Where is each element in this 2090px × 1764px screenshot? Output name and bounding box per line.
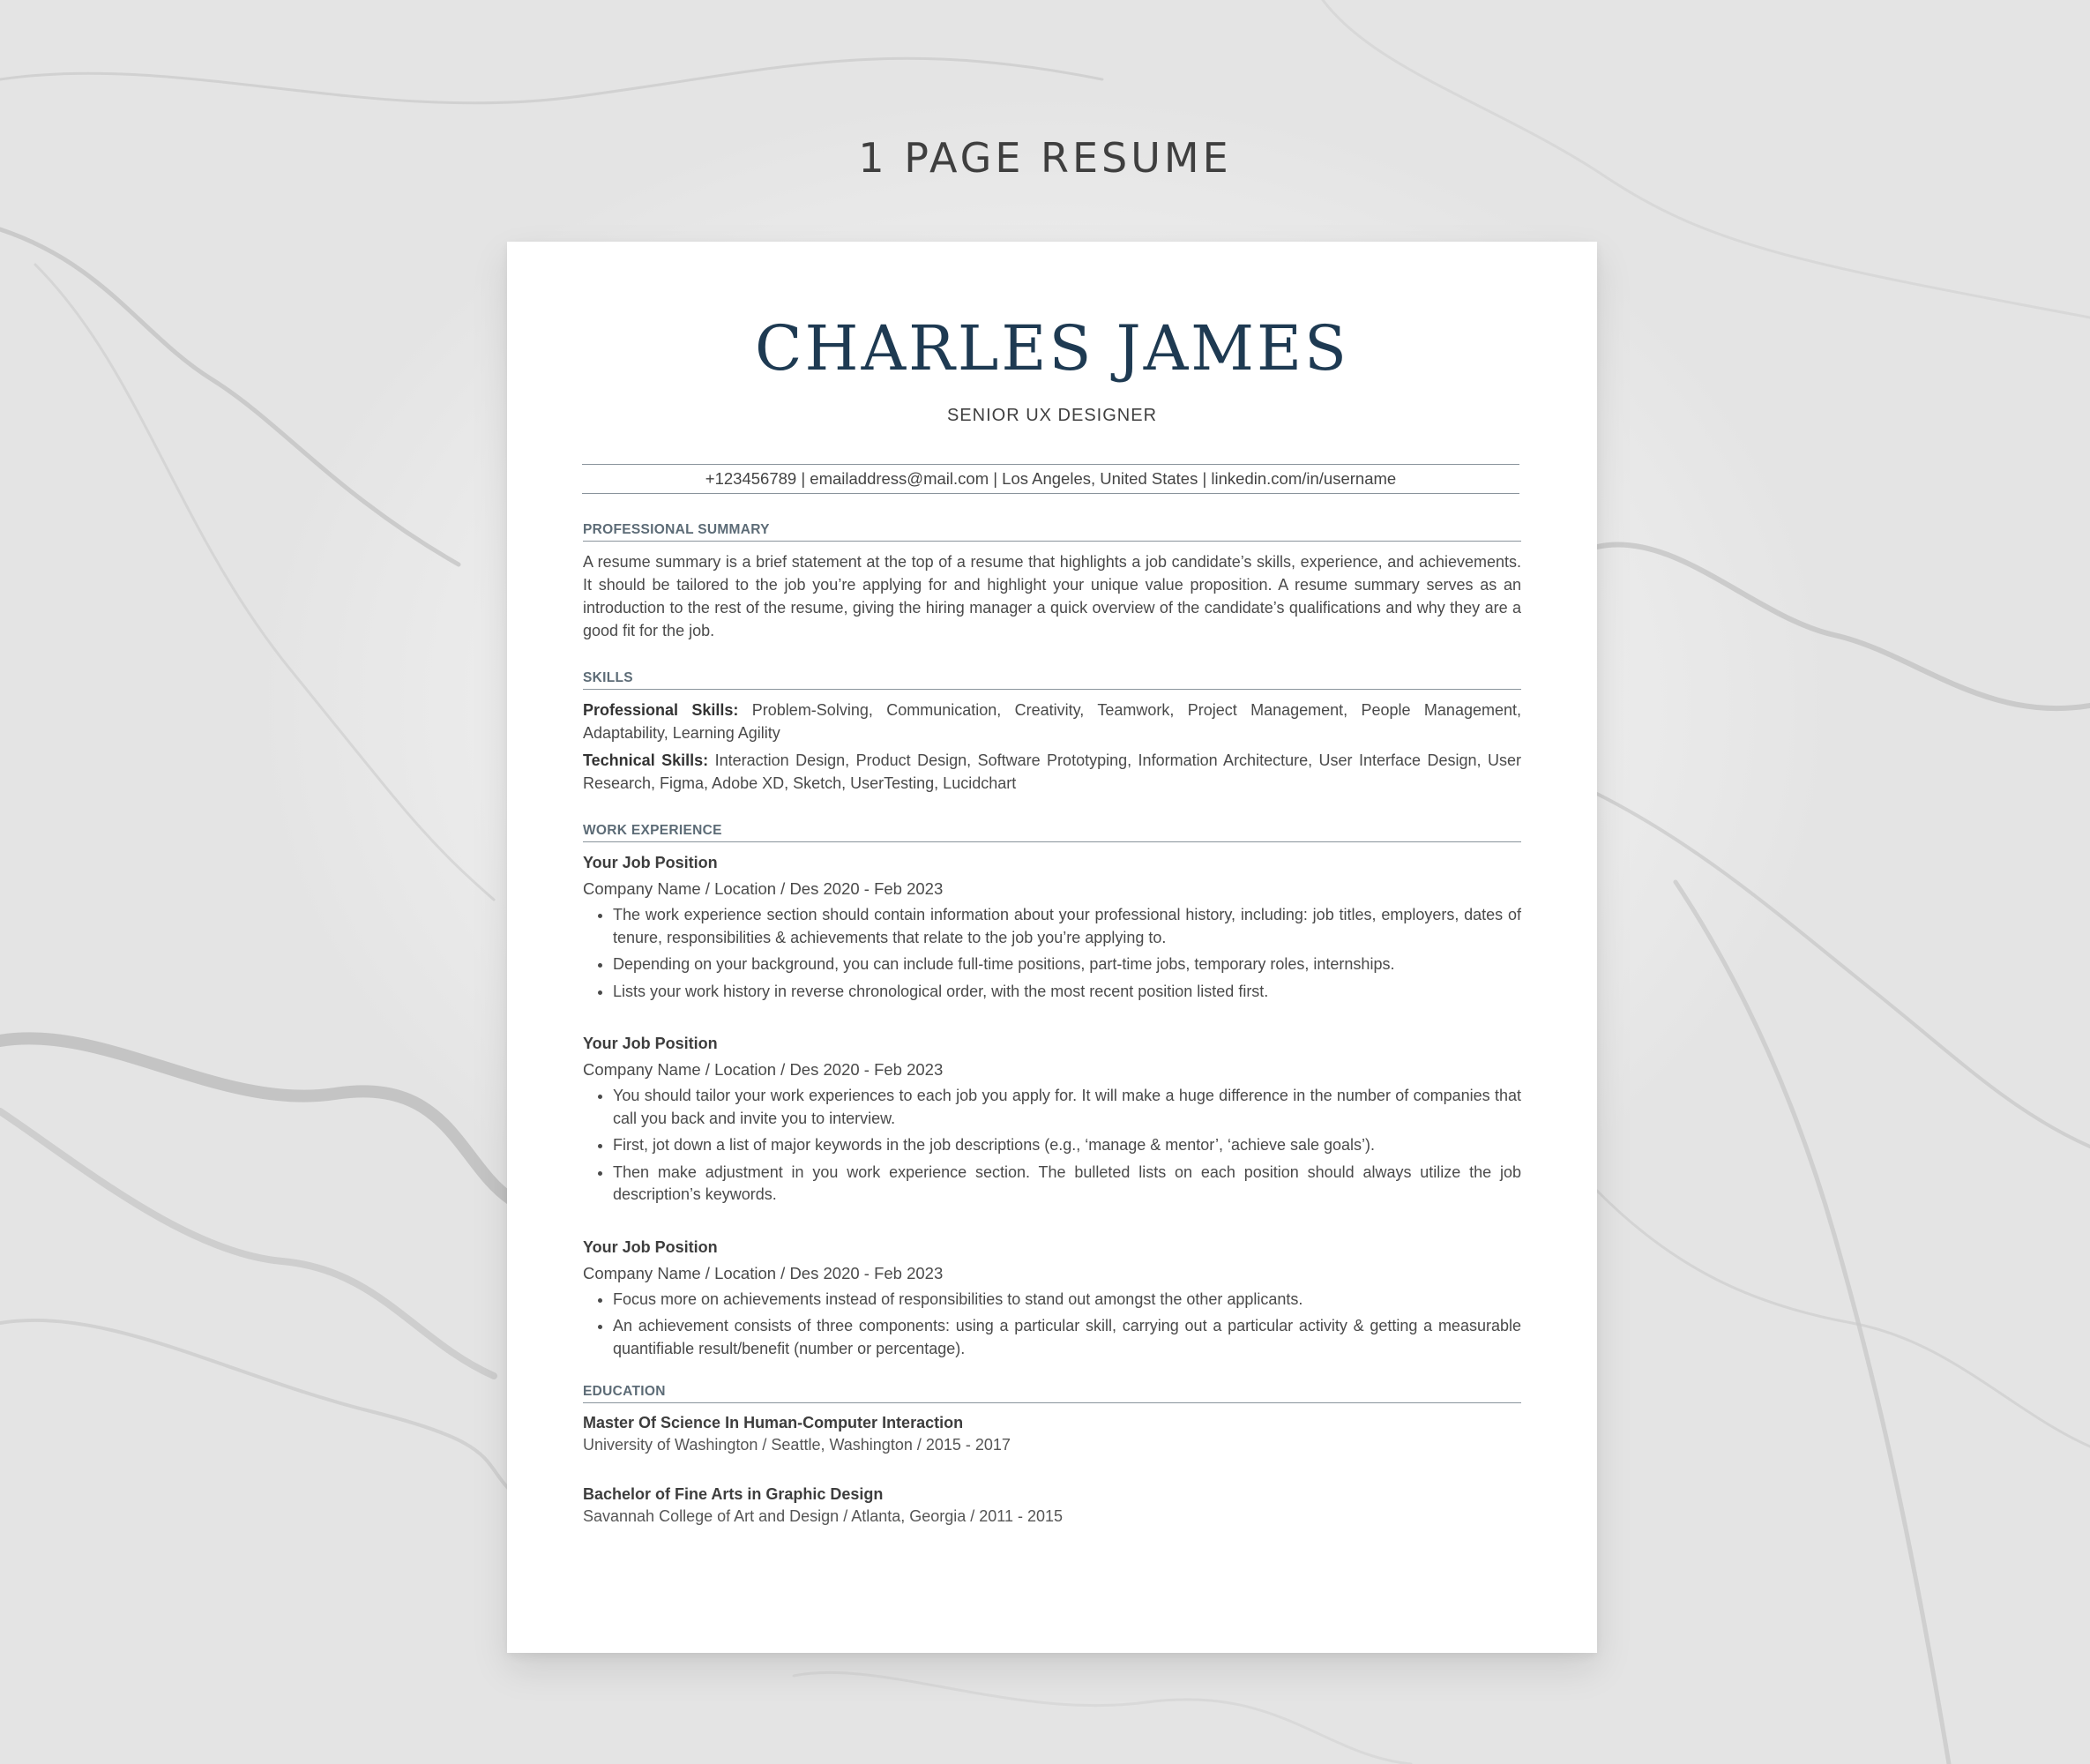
resume-content [583,522,1521,1528]
job-meta: Company Name / Location / Des 2020 - Feb 2023 [583,879,944,898]
education-entry [583,1412,1521,1456]
work-heading: WORK EXPERIENCE [583,823,1521,842]
job-entry [583,1236,1521,1361]
job-meta: Company Name / Location / Des 2020 - Feb 2023 [583,1263,944,1282]
education-degree: Bachelor of Fine Arts in Graphic Design [583,1485,884,1503]
job-bullets [583,1085,1521,1207]
skills-heading: SKILLS [583,670,1521,690]
job-meta: Company Name / Location / Des 2020 - Feb 2023 [583,1060,944,1079]
summary-heading: PROFESSIONAL SUMMARY [583,522,1521,542]
technical-skills-text: Interaction Design, Product Design, Software Prototyping, Information Architecture, User Interface Design, User Research, Figma, Adobe XD, Sketch, UserTesting, Lucidchart [583,751,1521,792]
job-bullets [583,904,1521,1003]
education-degree: Master Of Science In Human-Computer Interaction [583,1414,964,1431]
job-title: Your Job Position [583,854,718,871]
job-bullet: • Depending on your background, you can include full-time positions, part-time jobs, temporary roles, internships. [613,953,1521,976]
technical-skills-label: Technical Skills: [583,751,709,769]
contact-info: +123456789 | emailaddress@mail.com | Los Angeles, United States | linkedin.com/in/username [582,464,1519,494]
education-detail: Savannah College of Art and Design / Atlanta, Georgia / 2011 - 2015 [583,1507,1064,1525]
job-title: Your Job Position [583,1035,718,1052]
job-bullet: • You should tailor your work experiences to each job you apply for. It will make a huge difference in the number of companies that call you back and invite you to interview. [613,1085,1521,1130]
job-bullet: • An achievement consists of three components: using a particular skill, carrying out a particular activity & getting a measurable quantifiable result/benefit (number or percentage). [613,1315,1521,1360]
resume-page [507,242,1597,1653]
job-bullet: • Lists your work history in reverse chronological order, with the most recent position listed first. [613,981,1521,1004]
job-entry [583,851,1521,1003]
candidate-role: SENIOR UX DESIGNER [946,406,1158,425]
job-bullet: • First, jot down a list of major keywords in the job descriptions (e.g., ‘manage & mentor’, ‘achieve sale goals’). [613,1134,1521,1157]
professional-skills-label: Professional Skills: [583,701,739,719]
job-entry [583,1032,1521,1207]
job-bullet: • Then make adjustment in you work experience section. The bulleted lists on each position should always utilize the job description’s keywords. [613,1162,1521,1207]
summary-text: A resume summary is a brief statement at the top of a resume that highlights a job candidate’s skills, experience, and achievements. It should be tailored to the job you’re applying for and highlight your unique value proposition. A resume summary serves as an introduction to the rest of the resume, giving the hiring manager a quick overview of the candidate’s qualifications and why they are a good fit for the job. [583,553,1521,639]
job-bullet: • Focus more on achievements instead of responsibilities to stand out amongst the other applicants. [613,1289,1521,1312]
professional-skills [583,699,1521,744]
education-heading: EDUCATION [583,1384,1521,1403]
technical-skills [583,749,1521,795]
professional-skills-text: Problem-Solving, Communication, Creativity, Teamwork, Project Management, People Management, Adaptability, Learning Agility [583,701,1521,742]
job-bullets [583,1289,1521,1361]
candidate-name: CHARLES JAMES [755,312,1349,385]
education-entry [583,1484,1521,1528]
banner-title: 1 PAGE RESUME [858,134,1232,182]
education-detail: University of Washington / Seattle, Washington / 2015 - 2017 [583,1436,1011,1454]
job-bullet: • The work experience section should contain information about your professional history, including: job titles, employers, dates of tenure, responsibilities & achievements that relate to the job you’re applying to. [613,904,1521,949]
job-title: Your Job Position [583,1237,718,1256]
